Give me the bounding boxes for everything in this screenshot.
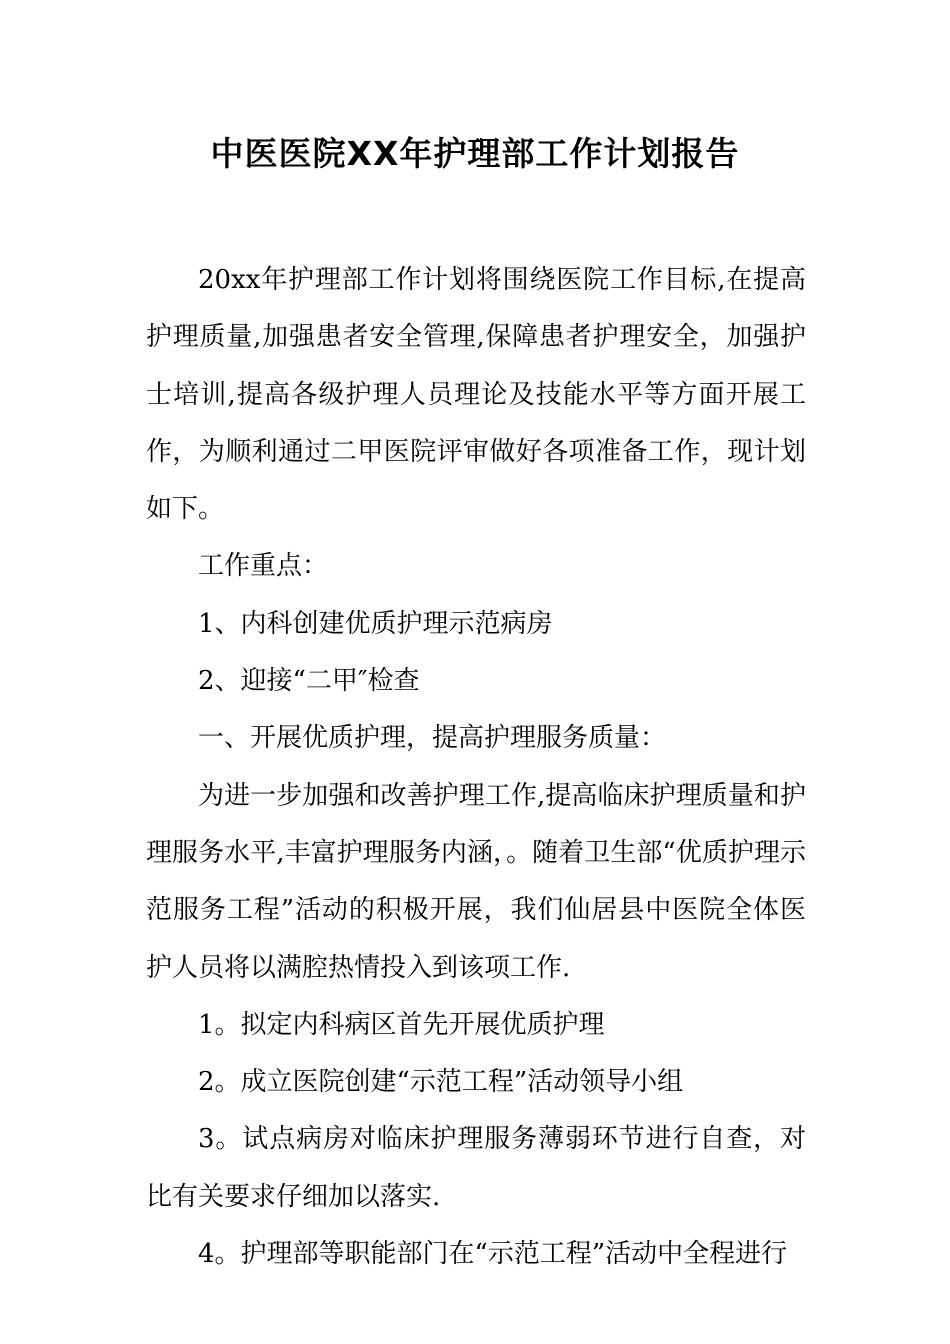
- paragraph-key-point-2: 2、迎接“二甲″检查: [198, 666, 420, 697]
- section-heading-1: 一、开展优质护理，提高护理服务质量：: [198, 723, 667, 754]
- paragraph-item-3: 3。试点病房对临床护理服务薄弱环节进行自查，对比有关要求仔细加以落实.: [146, 1124, 806, 1212]
- document-body: [146, 252, 806, 1283]
- paragraph-item-4: 4。护理部等职能部门在“示范工程”活动中全程进行: [198, 1239, 788, 1270]
- document-title: 中医医院XX年护理部工作计划报告: [210, 134, 740, 173]
- paragraph-intro: 20xx年护理部工作计划将围绕医院工作目标,在提高护理质量,加强患者安全管理,保障患者护理安全，加强护士培训,提高各级护理人员理论及技能水平等方面开展工作，为顺利通过二甲医院评审做好各项准备工作，现计划如下。: [146, 265, 806, 525]
- paragraph-key-point-1: 1、内科创建优质护理示范病房: [198, 608, 553, 639]
- paragraph-key-points-heading: 工作重点：: [198, 551, 329, 582]
- paragraph-section-1-body: 为进一步加强和改善护理工作,提高临床护理质量和护理服务水平,丰富护理服务内涵，。随着卫生部“优质护理示范服务工程”活动的积极开展，我们仙居县中医院全体医护人员将以满腔热情投入到该项工作.: [146, 780, 806, 983]
- paragraph-item-2: 2。成立医院创建“示范工程”活动领导小组: [198, 1067, 684, 1098]
- paragraph-item-1: 1。拟定内科病区首先开展优质护理: [198, 1009, 605, 1040]
